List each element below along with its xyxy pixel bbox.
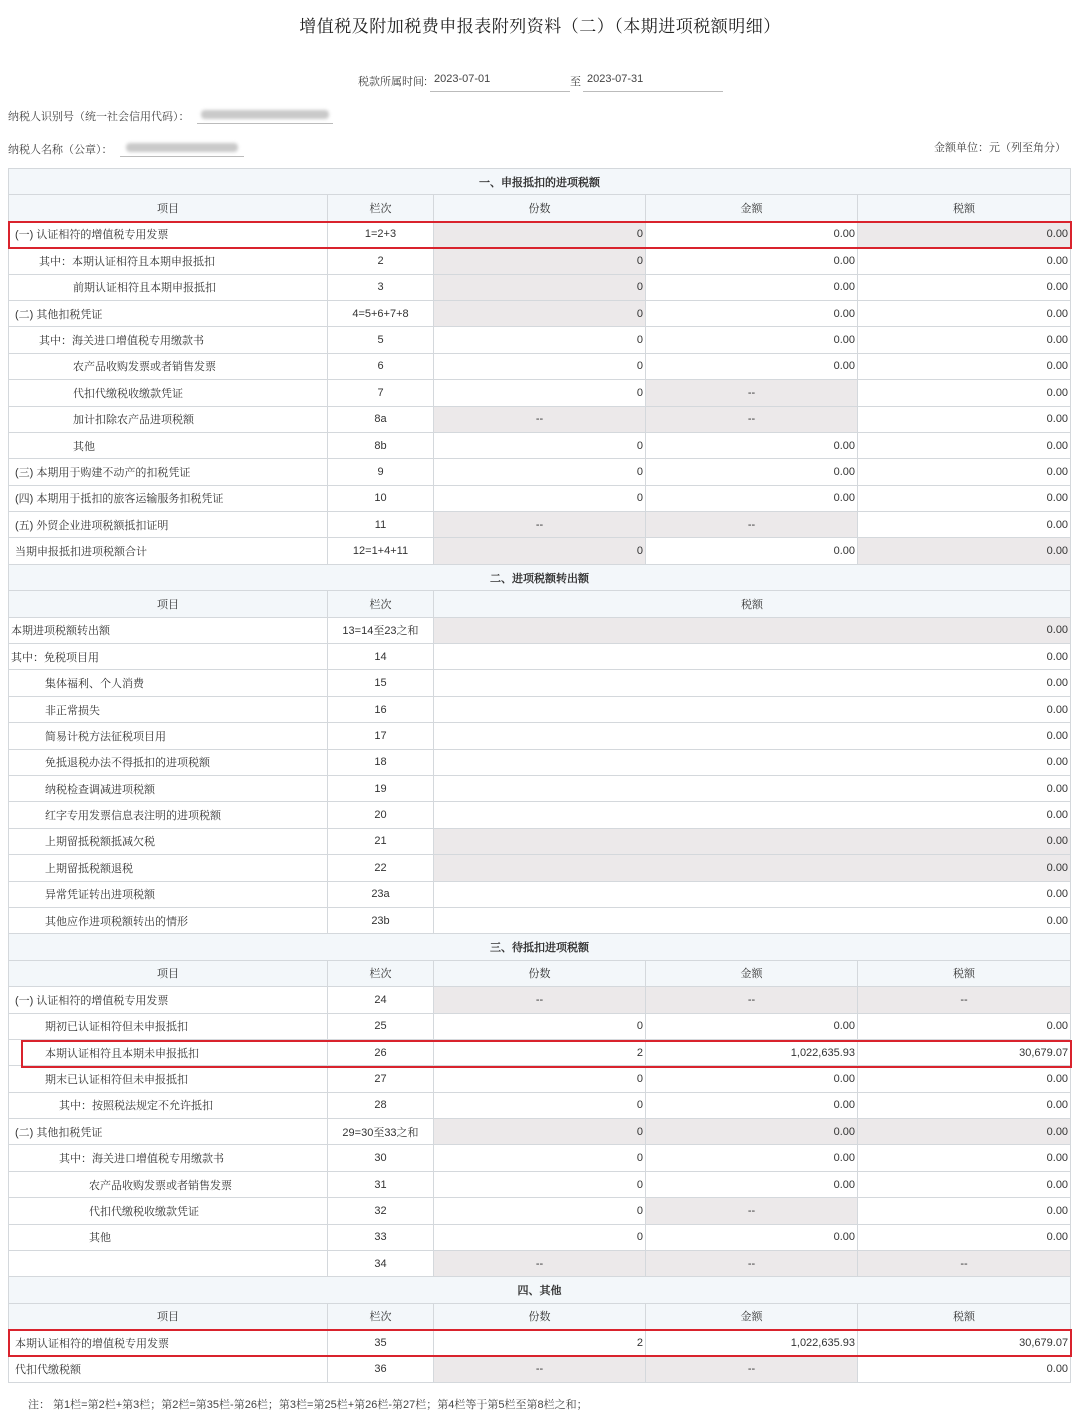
row-amount-cell[interactable]: 0.00 bbox=[646, 1066, 858, 1092]
header-column-no: 栏次 bbox=[328, 1303, 434, 1329]
row-count-cell[interactable]: 0 bbox=[434, 459, 646, 485]
row-item-label: 加计扣除农产品进项税额 bbox=[9, 406, 328, 432]
table-row bbox=[9, 855, 1071, 881]
row-column-no: 6 bbox=[328, 353, 434, 379]
row-count-cell[interactable]: 0 bbox=[434, 274, 646, 300]
table-row bbox=[9, 696, 1071, 722]
row-count-cell[interactable]: 2 bbox=[434, 1039, 646, 1065]
row-item-label: 农产品收购发票或者销售发票 bbox=[9, 1171, 328, 1197]
table-row bbox=[9, 644, 1071, 670]
row-amount-cell[interactable]: 0.00 bbox=[646, 274, 858, 300]
table-row bbox=[9, 1224, 1071, 1250]
row-amount-cell[interactable]: 0.00 bbox=[646, 1224, 858, 1250]
column-header-row bbox=[9, 195, 1071, 221]
row-item-label: 其他应作进项税额转出的情形 bbox=[9, 907, 328, 933]
header-count: 份数 bbox=[434, 960, 646, 986]
row-column-no: 22 bbox=[328, 855, 434, 881]
row-count-cell: -- bbox=[434, 1356, 646, 1382]
row-tax-cell[interactable]: 0.00 bbox=[434, 855, 1071, 881]
taxpayer-name-field[interactable] bbox=[120, 138, 244, 157]
row-column-no: 5 bbox=[328, 327, 434, 353]
row-amount-cell[interactable]: 0.00 bbox=[646, 1171, 858, 1197]
row-count-cell[interactable]: 0 bbox=[434, 485, 646, 511]
row-tax-cell[interactable]: 0.00 bbox=[858, 432, 1071, 458]
row-tax-cell[interactable]: 0.00 bbox=[858, 1145, 1071, 1171]
table-row bbox=[9, 327, 1071, 353]
row-column-no: 21 bbox=[328, 828, 434, 854]
row-amount-cell[interactable]: 0.00 bbox=[646, 300, 858, 326]
footnote: 注： 第1栏=第2栏+第3栏；第2栏=第35栏-第26栏；第3栏=第25栏+第26栏-第27栏；第4栏等于第5栏至第8栏之和； bbox=[28, 1399, 588, 1411]
row-item-label: 红字专用发票信息表注明的进项税额 bbox=[9, 802, 328, 828]
row-column-no: 30 bbox=[328, 1145, 434, 1171]
row-column-no: 34 bbox=[328, 1251, 434, 1277]
row-item-label: (一) 认证相符的增值税专用发票 bbox=[9, 221, 328, 247]
row-count-cell[interactable]: 0 bbox=[434, 1066, 646, 1092]
header-tax: 税额 bbox=[858, 1303, 1071, 1329]
row-amount-cell: -- bbox=[646, 1356, 858, 1382]
amount-unit: 金额单位：元（列至角分） bbox=[934, 142, 1066, 154]
row-count-cell[interactable]: 0 bbox=[434, 380, 646, 406]
row-amount-cell[interactable]: 0.00 bbox=[646, 327, 858, 353]
row-item-label: (三) 本期用于购建不动产的扣税凭证 bbox=[9, 459, 328, 485]
section-header-row bbox=[9, 564, 1071, 590]
row-count-cell: -- bbox=[434, 406, 646, 432]
table-row bbox=[9, 300, 1071, 326]
table-row bbox=[9, 907, 1071, 933]
row-item-label: 上期留抵税额抵减欠税 bbox=[9, 828, 328, 854]
row-tax-cell[interactable]: 0.00 bbox=[858, 406, 1071, 432]
row-count-cell[interactable]: 0 bbox=[434, 432, 646, 458]
row-column-no: 24 bbox=[328, 987, 434, 1013]
row-count-cell[interactable]: 0 bbox=[434, 248, 646, 274]
row-amount-cell: -- bbox=[646, 406, 858, 432]
row-count-cell: -- bbox=[434, 987, 646, 1013]
row-column-no: 23b bbox=[328, 907, 434, 933]
row-count-cell[interactable]: 0 bbox=[434, 327, 646, 353]
row-item-label: 期末已认证相符但未申报抵扣 bbox=[9, 1066, 328, 1092]
section-header-row bbox=[9, 934, 1071, 960]
row-tax-cell[interactable]: 0.00 bbox=[858, 1119, 1071, 1145]
row-column-no: 14 bbox=[328, 644, 434, 670]
table-row bbox=[9, 749, 1071, 775]
row-tax-cell[interactable]: 0.00 bbox=[858, 512, 1071, 538]
table-row bbox=[9, 353, 1071, 379]
header-amount: 金额 bbox=[646, 195, 858, 221]
row-item-label: 本期进项税额转出额 bbox=[9, 617, 328, 643]
row-count-cell[interactable]: 0 bbox=[434, 353, 646, 379]
row-amount-cell[interactable]: 0.00 bbox=[646, 1013, 858, 1039]
row-tax-cell[interactable]: 0.00 bbox=[858, 221, 1071, 247]
row-tax-cell[interactable]: 0.00 bbox=[858, 485, 1071, 511]
row-tax-cell[interactable]: 0.00 bbox=[858, 1066, 1071, 1092]
row-item-label: 免抵退税办法不得抵扣的进项税额 bbox=[9, 749, 328, 775]
row-count-cell: -- bbox=[434, 1251, 646, 1277]
row-tax-cell[interactable]: 0.00 bbox=[434, 802, 1071, 828]
row-count-cell[interactable]: 0 bbox=[434, 1171, 646, 1197]
table-row bbox=[9, 1251, 1071, 1277]
row-amount-cell[interactable]: 0.00 bbox=[646, 353, 858, 379]
header-item: 项目 bbox=[9, 195, 328, 221]
row-count-cell[interactable]: 0 bbox=[434, 221, 646, 247]
row-column-no: 29=30至33之和 bbox=[328, 1119, 434, 1145]
input-tax-table bbox=[8, 168, 1071, 1383]
taxpayer-id-field[interactable] bbox=[197, 105, 333, 124]
column-header-row bbox=[9, 960, 1071, 986]
row-item-label: 代扣代缴税收缴款凭证 bbox=[9, 1198, 328, 1224]
row-amount-cell: -- bbox=[646, 380, 858, 406]
row-tax-cell[interactable]: 30,679.07 bbox=[858, 1039, 1071, 1065]
column-header-row bbox=[9, 1303, 1071, 1329]
row-amount-cell[interactable]: 1,022,635.93 bbox=[646, 1039, 858, 1065]
row-count-cell[interactable]: 2 bbox=[434, 1330, 646, 1356]
table-row bbox=[9, 274, 1071, 300]
table-row bbox=[9, 802, 1071, 828]
header-tax: 税额 bbox=[858, 960, 1071, 986]
row-tax-cell: -- bbox=[858, 1251, 1071, 1277]
row-item-label: 代扣代缴税收缴款凭证 bbox=[9, 380, 328, 406]
row-column-no: 33 bbox=[328, 1224, 434, 1250]
row-amount-cell[interactable]: 0.00 bbox=[646, 459, 858, 485]
row-tax-cell[interactable]: 0.00 bbox=[858, 327, 1071, 353]
row-tax-cell[interactable]: 0.00 bbox=[858, 300, 1071, 326]
row-item-label: 纳税检查调减进项税额 bbox=[9, 775, 328, 801]
table-row bbox=[9, 723, 1071, 749]
row-amount-cell: -- bbox=[646, 987, 858, 1013]
row-item-label: 非正常损失 bbox=[9, 696, 328, 722]
row-column-no: 13=14至23之和 bbox=[328, 617, 434, 643]
row-item-label: 本期认证相符的增值税专用发票 bbox=[9, 1330, 328, 1356]
row-column-no: 26 bbox=[328, 1039, 434, 1065]
row-amount-cell[interactable]: 0.00 bbox=[646, 432, 858, 458]
table-row bbox=[9, 380, 1071, 406]
row-column-no: 19 bbox=[328, 775, 434, 801]
row-column-no: 15 bbox=[328, 670, 434, 696]
table-row bbox=[9, 1330, 1071, 1356]
page-title: 增值税及附加税费申报表附列资料（二）（本期进项税额明细） bbox=[299, 17, 781, 36]
row-amount-cell[interactable]: 0.00 bbox=[646, 1145, 858, 1171]
row-tax-cell[interactable]: 0.00 bbox=[858, 1198, 1071, 1224]
header-item: 项目 bbox=[9, 591, 328, 617]
table-row bbox=[9, 1356, 1071, 1382]
section-title: 三、待抵扣进项税额 bbox=[9, 934, 1071, 960]
row-tax-cell[interactable]: 0.00 bbox=[858, 248, 1071, 274]
table-row bbox=[9, 670, 1071, 696]
row-item-label: 当期申报抵扣进项税额合计 bbox=[9, 538, 328, 564]
row-item-label: 异常凭证转出进项税额 bbox=[9, 881, 328, 907]
row-column-no: 27 bbox=[328, 1066, 434, 1092]
taxpayer-name-row bbox=[8, 138, 244, 157]
redacted-mask bbox=[201, 110, 329, 119]
row-amount-cell: -- bbox=[646, 1198, 858, 1224]
table-row bbox=[9, 512, 1071, 538]
row-item-label: 其中：海关进口增值税专用缴款书 bbox=[9, 327, 328, 353]
header-column-no: 栏次 bbox=[328, 591, 434, 617]
row-amount-cell: -- bbox=[646, 512, 858, 538]
row-amount-cell[interactable]: 1,022,635.93 bbox=[646, 1330, 858, 1356]
row-tax-cell[interactable]: 0.00 bbox=[858, 1356, 1071, 1382]
row-amount-cell[interactable]: 0.00 bbox=[646, 221, 858, 247]
row-count-cell[interactable]: 0 bbox=[434, 1224, 646, 1250]
period-to-label: 至 bbox=[570, 76, 581, 88]
row-item-label: (二) 其他扣税凭证 bbox=[9, 300, 328, 326]
row-column-no: 25 bbox=[328, 1013, 434, 1039]
row-tax-cell[interactable]: 0.00 bbox=[434, 670, 1071, 696]
header-column-no: 栏次 bbox=[328, 960, 434, 986]
table-row bbox=[9, 406, 1071, 432]
row-column-no: 4=5+6+7+8 bbox=[328, 300, 434, 326]
row-count-cell[interactable]: 0 bbox=[434, 300, 646, 326]
row-amount-cell[interactable]: 0.00 bbox=[646, 538, 858, 564]
row-column-no: 8b bbox=[328, 432, 434, 458]
row-tax-cell[interactable]: 0.00 bbox=[858, 538, 1071, 564]
taxpayer-id-row bbox=[8, 105, 333, 124]
section-title: 二、进项税额转出额 bbox=[9, 564, 1071, 590]
table-row bbox=[9, 459, 1071, 485]
row-tax-cell[interactable]: 0.00 bbox=[858, 1092, 1071, 1118]
row-column-no: 8a bbox=[328, 406, 434, 432]
tax-period bbox=[358, 73, 644, 89]
row-column-no: 17 bbox=[328, 723, 434, 749]
row-item-label: 其他 bbox=[9, 432, 328, 458]
row-tax-cell[interactable]: 0.00 bbox=[434, 828, 1071, 854]
row-column-no: 23a bbox=[328, 881, 434, 907]
row-tax-cell[interactable]: 0.00 bbox=[434, 617, 1071, 643]
table-row bbox=[9, 1119, 1071, 1145]
row-amount-cell[interactable]: 0.00 bbox=[646, 1092, 858, 1118]
redacted-mask bbox=[126, 143, 238, 152]
row-tax-cell[interactable]: 0.00 bbox=[858, 1224, 1071, 1250]
row-tax-cell[interactable]: 0.00 bbox=[434, 696, 1071, 722]
row-tax-cell[interactable]: 0.00 bbox=[434, 644, 1071, 670]
row-item-label: 上期留抵税额退税 bbox=[9, 855, 328, 881]
row-item-label: 集体福利、个人消费 bbox=[9, 670, 328, 696]
row-count-cell[interactable]: 0 bbox=[434, 1119, 646, 1145]
header-item: 项目 bbox=[9, 1303, 328, 1329]
row-column-no: 16 bbox=[328, 696, 434, 722]
table-row bbox=[9, 248, 1071, 274]
header-column-no: 栏次 bbox=[328, 195, 434, 221]
row-column-no: 32 bbox=[328, 1198, 434, 1224]
row-column-no: 18 bbox=[328, 749, 434, 775]
row-column-no: 9 bbox=[328, 459, 434, 485]
row-item-label: 简易计税方法征税项目用 bbox=[9, 723, 328, 749]
row-count-cell[interactable]: 0 bbox=[434, 538, 646, 564]
table-row bbox=[9, 1092, 1071, 1118]
row-count-cell[interactable]: 0 bbox=[434, 1198, 646, 1224]
row-column-no: 35 bbox=[328, 1330, 434, 1356]
section-header-row bbox=[9, 1277, 1071, 1303]
row-item-label: 其中：按照税法规定不允许抵扣 bbox=[9, 1092, 328, 1118]
row-tax-cell[interactable]: 0.00 bbox=[434, 723, 1071, 749]
row-item-label: (五) 外贸企业进项税额抵扣证明 bbox=[9, 512, 328, 538]
period-label: 税款所属时间: bbox=[358, 76, 428, 88]
taxpayer-name-label: 纳税人名称（公章）： bbox=[8, 144, 113, 156]
row-amount-cell[interactable]: 0.00 bbox=[646, 485, 858, 511]
row-column-no: 12=1+4+11 bbox=[328, 538, 434, 564]
row-column-no: 3 bbox=[328, 274, 434, 300]
row-amount-cell[interactable]: 0.00 bbox=[646, 1119, 858, 1145]
row-column-no: 1=2+3 bbox=[328, 221, 434, 247]
row-tax-cell[interactable]: 0.00 bbox=[858, 274, 1071, 300]
row-column-no: 11 bbox=[328, 512, 434, 538]
row-item-label: (四) 本期用于抵扣的旅客运输服务扣税凭证 bbox=[9, 485, 328, 511]
period-end-field[interactable]: 2023-07-31 bbox=[583, 73, 723, 92]
table-row bbox=[9, 775, 1071, 801]
row-amount-cell: -- bbox=[646, 1251, 858, 1277]
row-column-no: 31 bbox=[328, 1171, 434, 1197]
table-row bbox=[9, 1198, 1071, 1224]
row-item-label: 其中：免税项目用 bbox=[9, 644, 328, 670]
table-row bbox=[9, 987, 1071, 1013]
row-item-label: 期初已认证相符但未申报抵扣 bbox=[9, 1013, 328, 1039]
row-tax-cell[interactable]: 30,679.07 bbox=[858, 1330, 1071, 1356]
row-column-no: 7 bbox=[328, 380, 434, 406]
row-tax-cell[interactable]: 0.00 bbox=[858, 380, 1071, 406]
row-item-label: 其中：海关进口增值税专用缴款书 bbox=[9, 1145, 328, 1171]
header-amount: 金额 bbox=[646, 1303, 858, 1329]
row-tax-cell[interactable]: 0.00 bbox=[434, 881, 1071, 907]
row-item-label: (一) 认证相符的增值税专用发票 bbox=[9, 987, 328, 1013]
header-tax: 税额 bbox=[858, 195, 1071, 221]
row-item-label: 其他 bbox=[9, 1224, 328, 1250]
header-count: 份数 bbox=[434, 1303, 646, 1329]
section-title: 一、申报抵扣的进项税额 bbox=[9, 169, 1071, 195]
row-count-cell[interactable]: 0 bbox=[434, 1145, 646, 1171]
row-tax-cell: -- bbox=[858, 987, 1071, 1013]
row-item-label: 前期认证相符且本期申报抵扣 bbox=[9, 274, 328, 300]
row-column-no: 28 bbox=[328, 1092, 434, 1118]
table-row bbox=[9, 432, 1071, 458]
row-column-no: 2 bbox=[328, 248, 434, 274]
column-header-row bbox=[9, 591, 1071, 617]
table-row bbox=[9, 1066, 1071, 1092]
header-tax: 税额 bbox=[434, 591, 1071, 617]
row-amount-cell[interactable]: 0.00 bbox=[646, 248, 858, 274]
table-row bbox=[9, 881, 1071, 907]
table-row bbox=[9, 221, 1071, 247]
taxpayer-id-label: 纳税人识别号（统一社会信用代码）： bbox=[8, 111, 190, 123]
row-count-cell[interactable]: 0 bbox=[434, 1092, 646, 1118]
table-row bbox=[9, 485, 1071, 511]
row-count-cell[interactable]: 0 bbox=[434, 1013, 646, 1039]
row-item-label: (二) 其他扣税凭证 bbox=[9, 1119, 328, 1145]
table-row bbox=[9, 1013, 1071, 1039]
row-tax-cell[interactable]: 0.00 bbox=[858, 1171, 1071, 1197]
row-tax-cell[interactable]: 0.00 bbox=[858, 1013, 1071, 1039]
row-count-cell: -- bbox=[434, 512, 646, 538]
table-row bbox=[9, 1145, 1071, 1171]
row-tax-cell[interactable]: 0.00 bbox=[434, 749, 1071, 775]
table-row bbox=[9, 1039, 1071, 1065]
row-tax-cell[interactable]: 0.00 bbox=[434, 775, 1071, 801]
header-count: 份数 bbox=[434, 195, 646, 221]
row-item-label: 其中：本期认证相符且本期申报抵扣 bbox=[9, 248, 328, 274]
row-column-no: 10 bbox=[328, 485, 434, 511]
header-item: 项目 bbox=[9, 960, 328, 986]
row-item-label bbox=[9, 1251, 328, 1277]
section-header-row bbox=[9, 169, 1071, 195]
table-row bbox=[9, 538, 1071, 564]
row-tax-cell[interactable]: 0.00 bbox=[858, 459, 1071, 485]
section-title: 四、其他 bbox=[9, 1277, 1071, 1303]
row-tax-cell[interactable]: 0.00 bbox=[434, 907, 1071, 933]
row-column-no: 20 bbox=[328, 802, 434, 828]
table-row bbox=[9, 1171, 1071, 1197]
header-amount: 金额 bbox=[646, 960, 858, 986]
row-item-label: 农产品收购发票或者销售发票 bbox=[9, 353, 328, 379]
period-start-field[interactable]: 2023-07-01 bbox=[430, 73, 570, 92]
row-item-label: 代扣代缴税额 bbox=[9, 1356, 328, 1382]
row-column-no: 36 bbox=[328, 1356, 434, 1382]
row-tax-cell[interactable]: 0.00 bbox=[858, 353, 1071, 379]
table-row bbox=[9, 617, 1071, 643]
table-row bbox=[9, 828, 1071, 854]
row-item-label: 本期认证相符且本期未申报抵扣 bbox=[9, 1039, 328, 1065]
